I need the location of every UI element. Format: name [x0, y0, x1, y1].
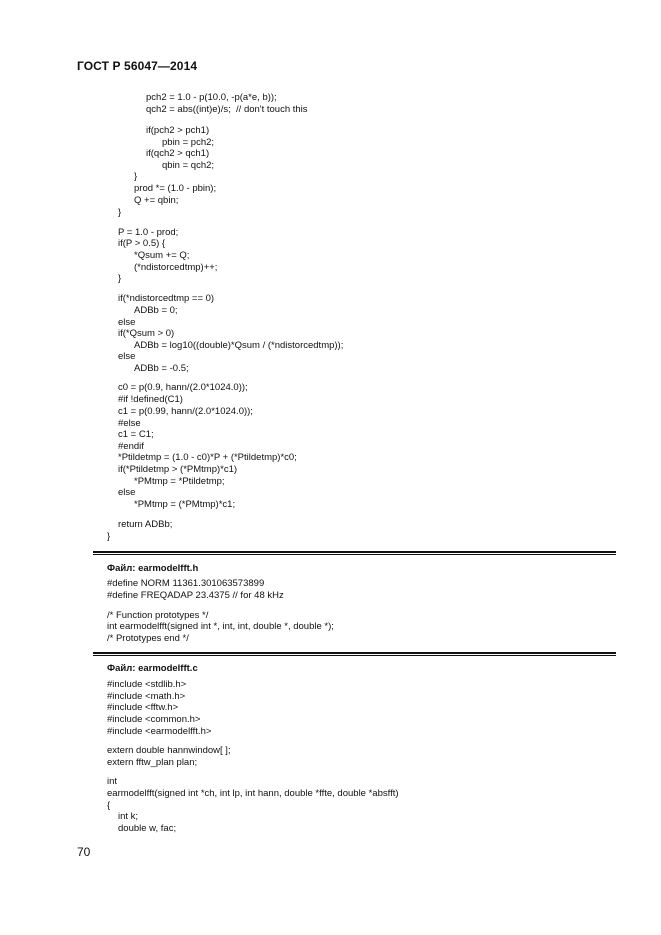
code-line: {	[107, 800, 111, 811]
code-line: if(*Qsum > 0)	[118, 328, 175, 339]
code-line: /* Prototypes end */	[107, 633, 189, 644]
code-line: ADBb = 0;	[134, 305, 178, 316]
code-line: qbin = qch2;	[162, 160, 215, 171]
code-line: int k;	[118, 811, 139, 822]
code-line: ADBb = log10((double)*Qsum / (*ndistorcedtmp));	[134, 340, 344, 351]
code-line: else	[118, 317, 136, 328]
code-line: #include <earmodelfft.h>	[107, 726, 212, 737]
code-line: (*ndistorcedtmp)++;	[134, 262, 218, 273]
code-line: double w, fac;	[118, 823, 177, 834]
code-line: qch2 = abs((int)e)/s; // don't touch this	[146, 104, 308, 115]
code-line: else	[118, 487, 136, 498]
code-line: #include <stdlib.h>	[107, 679, 187, 690]
page-number: 70	[77, 845, 91, 859]
file-title-earmodelfft-h: Файл: earmodelfft.h	[107, 563, 199, 574]
code-line: prod *= (1.0 - pbin);	[134, 183, 217, 194]
code-line: #include <math.h>	[107, 691, 186, 702]
code-line: Q += qbin;	[134, 195, 179, 206]
code-line: #include <common.h>	[107, 714, 201, 725]
file-title-earmodelfft-c: Файл: earmodelfft.c	[107, 663, 198, 674]
code-line: P = 1.0 - prod;	[118, 227, 179, 238]
code-line: *PMtmp = (*PMtmp)*c1;	[134, 499, 236, 510]
code-line: *Ptildetmp = (1.0 - c0)*P + (*Ptildetmp)*c0;	[118, 452, 297, 463]
code-line: }	[118, 207, 122, 218]
code-line: }	[107, 531, 111, 542]
code-line: /* Function prototypes */	[107, 610, 209, 621]
code-line: pbin = pch2;	[162, 137, 215, 148]
code-line: else	[118, 351, 136, 362]
code-line: #else	[118, 418, 141, 429]
code-line: }	[134, 171, 138, 182]
code-line: extern fftw_plan plan;	[107, 757, 198, 768]
code-line: #define FREQADAP 23.4375 // for 48 kHz	[107, 590, 284, 601]
code-line: *Qsum += Q;	[134, 250, 190, 261]
code-line: c1 = C1;	[118, 429, 154, 440]
code-line: extern double hannwindow[ ];	[107, 745, 231, 756]
code-line: if(qch2 > qch1)	[146, 148, 210, 159]
code-line: #include <fftw.h>	[107, 702, 179, 713]
code-line: return ADBb;	[118, 519, 173, 530]
code-line: #endif	[118, 441, 144, 452]
code-line: c1 = p(0.99, hann/(2.0*1024.0));	[118, 406, 253, 417]
code-line: #if !defined(C1)	[118, 394, 183, 405]
code-line: ADBb = -0.5;	[134, 363, 189, 374]
code-line: c0 = p(0.9, hann/(2.0*1024.0));	[118, 382, 248, 393]
code-line: *PMtmp = *Ptildetmp;	[134, 476, 225, 487]
code-line: if(P > 0.5) {	[118, 238, 166, 249]
document-header: ГОСТ Р 56047—2014	[77, 59, 198, 73]
code-line: pch2 = 1.0 - p(10.0, -p(a*e, b));	[146, 92, 277, 103]
code-line: if(*Ptildetmp > (*PMtmp)*c1)	[118, 464, 238, 475]
code-line: #define NORM 11361.301063573899	[107, 578, 265, 589]
code-line: }	[118, 273, 122, 284]
code-line: if(pch2 > pch1)	[146, 125, 210, 136]
code-line: int	[107, 776, 118, 787]
code-line: earmodelfft(signed int *ch, int lp, int hann, double *ffte, double *absfft)	[107, 788, 399, 799]
code-line: int earmodelfft(signed int *, int, int, double *, double *);	[107, 621, 334, 632]
code-line: if(*ndistorcedtmp == 0)	[118, 293, 215, 304]
